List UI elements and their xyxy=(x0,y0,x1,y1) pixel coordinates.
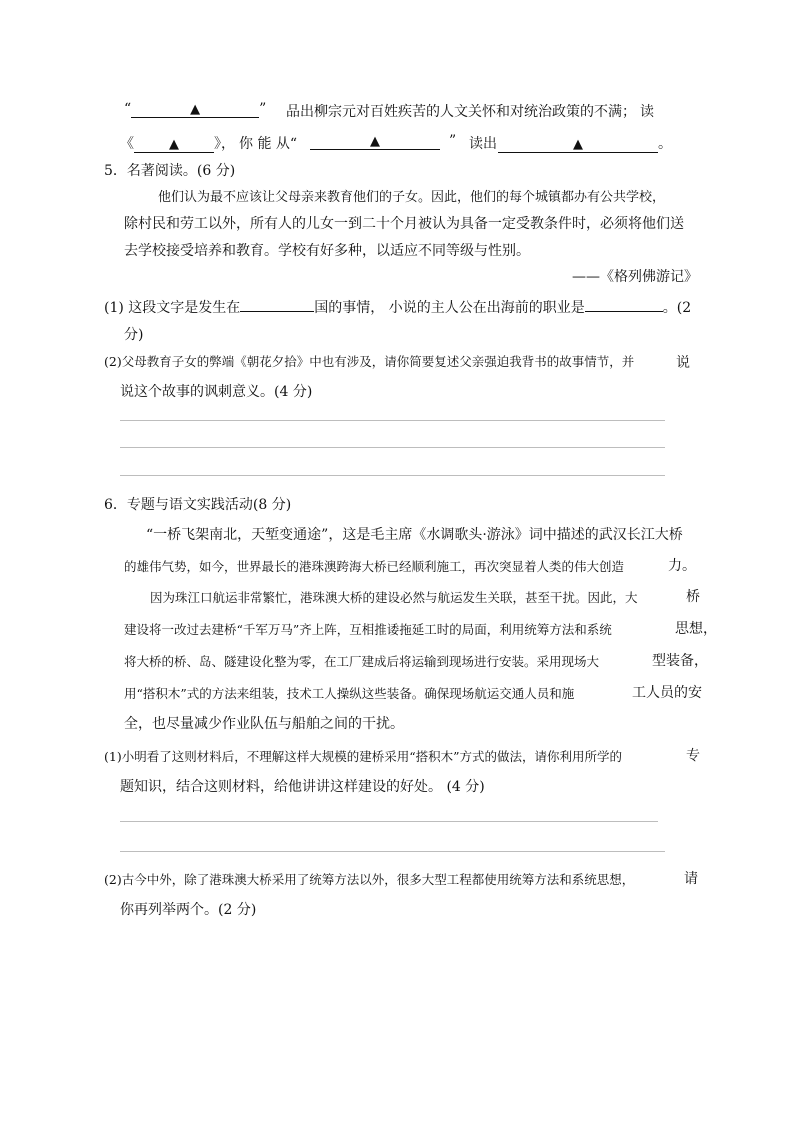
q4-line1-end: 读 xyxy=(640,104,654,120)
q5-answer-line-1[interactable] xyxy=(120,420,665,421)
q6-sub2-line2: 你再列举两个。(2 分) xyxy=(120,902,257,918)
q5-passage-line-3: 去学校接受培养和教育。学校有好多种，以适应不同等级与性别。 xyxy=(124,243,530,259)
q6-p2-line3: 将大桥的桥、岛、隧建设化整为零，在工厂建成后将运输到现场进行安装。采用现场大 xyxy=(124,654,600,669)
q4-blank-2[interactable]: ▲ xyxy=(134,137,214,153)
q6-sub1-end: 专 xyxy=(686,748,700,764)
q4-blank-4[interactable]: ▲ xyxy=(498,137,658,153)
q6-p2-line4-end: 工人员的安 xyxy=(632,685,702,701)
q6-sub2-end: 请 xyxy=(684,871,698,887)
q5-sub1: (1) 这段文字是发生在 国的事情， 小说的主人公在出海前的职业是 。(2 xyxy=(104,300,692,316)
q6-p1-line1: “一桥飞架南北，天堑变通途”，这是毛主席《水调歌头·游泳》词中描述的武汉长江大桥 xyxy=(146,527,683,543)
q6-p2-line5: 全，也尽量减少作业队伍与船舶之间的干扰。 xyxy=(124,716,404,732)
q5-passage-line-1: 他们认为最不应该让父母亲来教育他们的子女。因此，他们的每个城镇都办有公共学校， xyxy=(158,190,666,205)
q5-source: ——《格列佛游记》 xyxy=(572,269,698,285)
q6-p2-line2-end: 思想， xyxy=(675,621,717,637)
q4-blank-1[interactable]: ▲ xyxy=(131,102,259,118)
q4-line2-close: ” xyxy=(449,133,457,149)
q5-blank-country[interactable] xyxy=(240,311,314,312)
q6-heading: 6．专题与语文实践活动(8 分) xyxy=(104,497,292,513)
q6-p2-line2: 建设将一改过去建桥“千军万马”齐上阵，互相推诿拖延工时的局面，利用统筹方法和系统 xyxy=(124,622,612,637)
q6-p2-line1: 因为珠江口航运非常繁忙，港珠澳大桥的建设必然与航运发生关联，甚至干扰。因此，大 xyxy=(150,590,638,605)
q5-passage-line-2: 除村民和劳工以外，所有人的儿女一到二十个月被认为具备一定受教条件时，必须将他们送 xyxy=(124,216,684,232)
q6-p1-line2: 的雄伟气势，如今，世界最长的港珠澳跨海大桥已经顺利施工，再次突显着人类的伟大创造 xyxy=(124,559,625,574)
q4-line1-text: 品出柳宗元对百姓疾苦的人文关怀和对统治政策的不满； xyxy=(286,104,636,120)
q4-line2-blank xyxy=(310,133,440,150)
q4-line1: “ ▲ ” xyxy=(124,101,267,117)
q6-sub1-line2: 题知识，结合这则材料，给他讲讲这样建设的好处。 (4 分) xyxy=(120,779,485,795)
q5-sub2-line2: 说这个故事的讽刺意义。(4 分) xyxy=(120,384,313,400)
q5-heading: 5．名著阅读。(6 分) xyxy=(104,163,236,179)
q6-answer-line-1[interactable] xyxy=(120,821,658,822)
q4-line2-blank-b: ▲ 。 xyxy=(498,133,672,153)
q6-sub2: (2)古今中外，除了港珠澳大桥采用了统筹方法以外，很多大型工程都使用统筹方法和系统思想， xyxy=(104,872,635,887)
q4-line2: 《 ▲ 》， xyxy=(120,136,235,152)
q5-sub2: (2)父母教育子女的弊端《朝花夕拾》中也有涉及，请你简要复述父亲强迫我背书的故事情节，并 xyxy=(104,354,635,369)
q4-line2-after: 读出 xyxy=(469,136,497,152)
q6-answer-line-2[interactable] xyxy=(120,851,665,852)
q5-answer-line-2[interactable] xyxy=(120,447,665,448)
q5-sub1-tail: 分) xyxy=(124,327,144,343)
q6-p1-line2-end: 力。 xyxy=(668,558,696,574)
q4-line2-mid: 你 能 从“ xyxy=(239,136,298,152)
q6-p2-line3-end: 型装备， xyxy=(652,653,708,669)
q5-sub2-end: 说 xyxy=(676,355,690,371)
q6-p2-line4: 用“搭积木”式的方法来组装，技术工人操纵这些装备。确保现场航运交通人员和施 xyxy=(124,686,575,701)
q4-blank-3[interactable]: ▲ xyxy=(310,134,440,150)
q6-sub1: (1)小明看了这则材料后，不理解这样大规模的建桥采用“搭积木”方式的做法，请你利用所学的 xyxy=(104,749,622,764)
q6-p2-line1-end: 桥 xyxy=(686,589,700,605)
q5-answer-line-3[interactable] xyxy=(120,475,665,476)
q5-blank-job[interactable] xyxy=(585,311,663,312)
